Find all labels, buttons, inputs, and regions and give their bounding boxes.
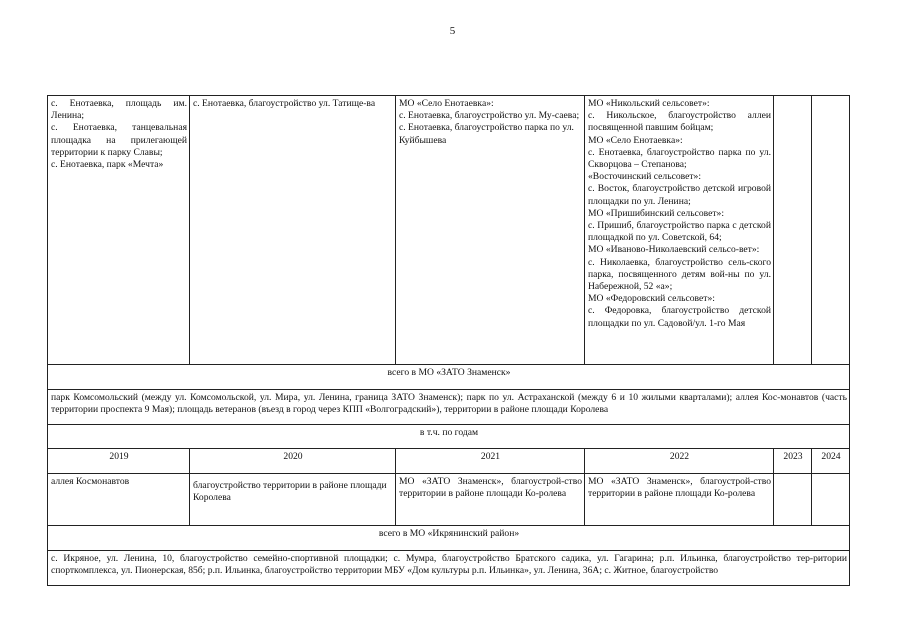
by-years-label: в т.ч. по годам: [48, 425, 850, 449]
program-table: [47, 95, 850, 586]
table-row: [48, 390, 850, 425]
list-item: с. Никольское, благоустройство аллеи посвященной павшим бойцам;: [588, 110, 771, 134]
table-row: [48, 474, 850, 526]
list-item: с. Николаевка, благоустройство сель-ского парка, посвященного детям вой-ны по ул. Набережной, 52 «а»;: [588, 256, 771, 293]
cell-2021-list: [396, 96, 585, 365]
year-header-2021: 2021: [396, 449, 585, 474]
table-row: [48, 365, 850, 390]
table-row: [48, 96, 850, 365]
year-header-2020: 2020: [190, 449, 396, 474]
list-item: «Восточинский сельсовет»:: [588, 171, 702, 183]
cell-2020-list: [190, 96, 396, 365]
cell-2022-list: [585, 96, 774, 365]
list-item: с. Енотаевка, парк «Мечта»: [51, 159, 164, 171]
year-header-2022: 2022: [585, 449, 774, 474]
entry-2022: МО «ЗАТО Знаменск», благоустрой-ство территории в районе площади Ко-ролева: [585, 474, 774, 526]
entry-2019: аллея Космонавтов: [48, 474, 190, 526]
page-number: 5: [449, 25, 456, 37]
list-item: с. Енотаевка, танцевальная площадка на прилегающей территории к парку Славы;: [51, 122, 187, 158]
cell-2019-list: [48, 96, 190, 365]
table-row: [48, 551, 850, 586]
year-header-2024: 2024: [812, 449, 850, 474]
list-item: с. Восток, благоустройство детской игровой площадки по ул. Ленина;: [588, 183, 771, 207]
list-item: с. Енотаевка, благоустройство парка по ул. Куйбышева: [399, 122, 574, 146]
list-item: с. Енотаевка, благоустройство парка по ул. Скворцова – Степанова;: [588, 146, 771, 171]
list-item: МО «Село Енотаевка»:: [399, 98, 494, 109]
list-item: МО «Пришибинский сельсовет»:: [588, 207, 725, 219]
table-row: [48, 425, 850, 449]
list-item: МО «Никольский сельсовет»:: [588, 98, 710, 109]
list-item: МО «Иваново-Николаевский сельсо-вет»:: [588, 244, 760, 256]
list-item: с. Енотаевка, благоустройство ул. Му-саева;: [399, 110, 580, 122]
list-item: МО «Федоровский сельсовет»:: [588, 293, 715, 305]
entry-2021: МО «ЗАТО Знаменск», благоустрой-ство территории в районе площади Ко-ролева: [396, 474, 585, 526]
list-item: с. Федоровка, благоустройство детской площадки по ул. Садовой/ул. 1-го Мая: [588, 305, 771, 329]
list-item: с. Енотаевка, благоустройство ул. Татище-ва: [193, 98, 376, 109]
entry-2024: [812, 474, 850, 526]
list-item: с. Енотаевка, площадь им. Ленина;: [51, 98, 187, 122]
year-header-2019: 2019: [48, 449, 190, 474]
entry-2020: благоустройство территории в районе площади Королева: [190, 474, 396, 526]
list-item: с. Пришиб, благоустройство парка с детской площадкой по ул. Советской, 64;: [588, 220, 771, 244]
section-description-znamensk: парк Комсомольский (между ул. Комсомольской, ул. Мира, ул. Ленина, граница ЗАТО Знаменск); парк по ул. Астраханской (между 6 и 10 жилыми кварталами); аллея Кос-монавтов (часть территории проспекта 9 Мая); площадь ветеранов (въезд в город через КПП «Волгоградский»), территории в районе площади Королева: [48, 390, 850, 425]
cell-2024-empty: [812, 96, 850, 365]
year-header-2023: 2023: [774, 449, 812, 474]
section-total-znamensk: всего в МО «ЗАТО Знаменск»: [48, 365, 850, 390]
cell-2023-empty: [774, 96, 812, 365]
table-row: [48, 449, 850, 474]
list-item: МО «Село Енотаевка»:: [588, 134, 683, 146]
section-total-ikryaninsky: всего в МО «Икрянинский район»: [48, 526, 850, 551]
table-row: [48, 526, 850, 551]
entry-2023: [774, 474, 812, 526]
section-description-ikryaninsky: с. Икряное, ул. Ленина, 10, благоустройство семейно-спортивной площадки; с. Мумра, благоустройство Братского садика, ул. Гагарина; р.п. Ильинка, благоустройство тер-ритории спорткомплекса, ул. Пионерская, 85б; р.п. Ильинка, благоустройство территории МБУ «Дом культуры р.п. Ильинка», ул. Ленина, 36А; с. Житное, благоустройство: [48, 551, 850, 586]
